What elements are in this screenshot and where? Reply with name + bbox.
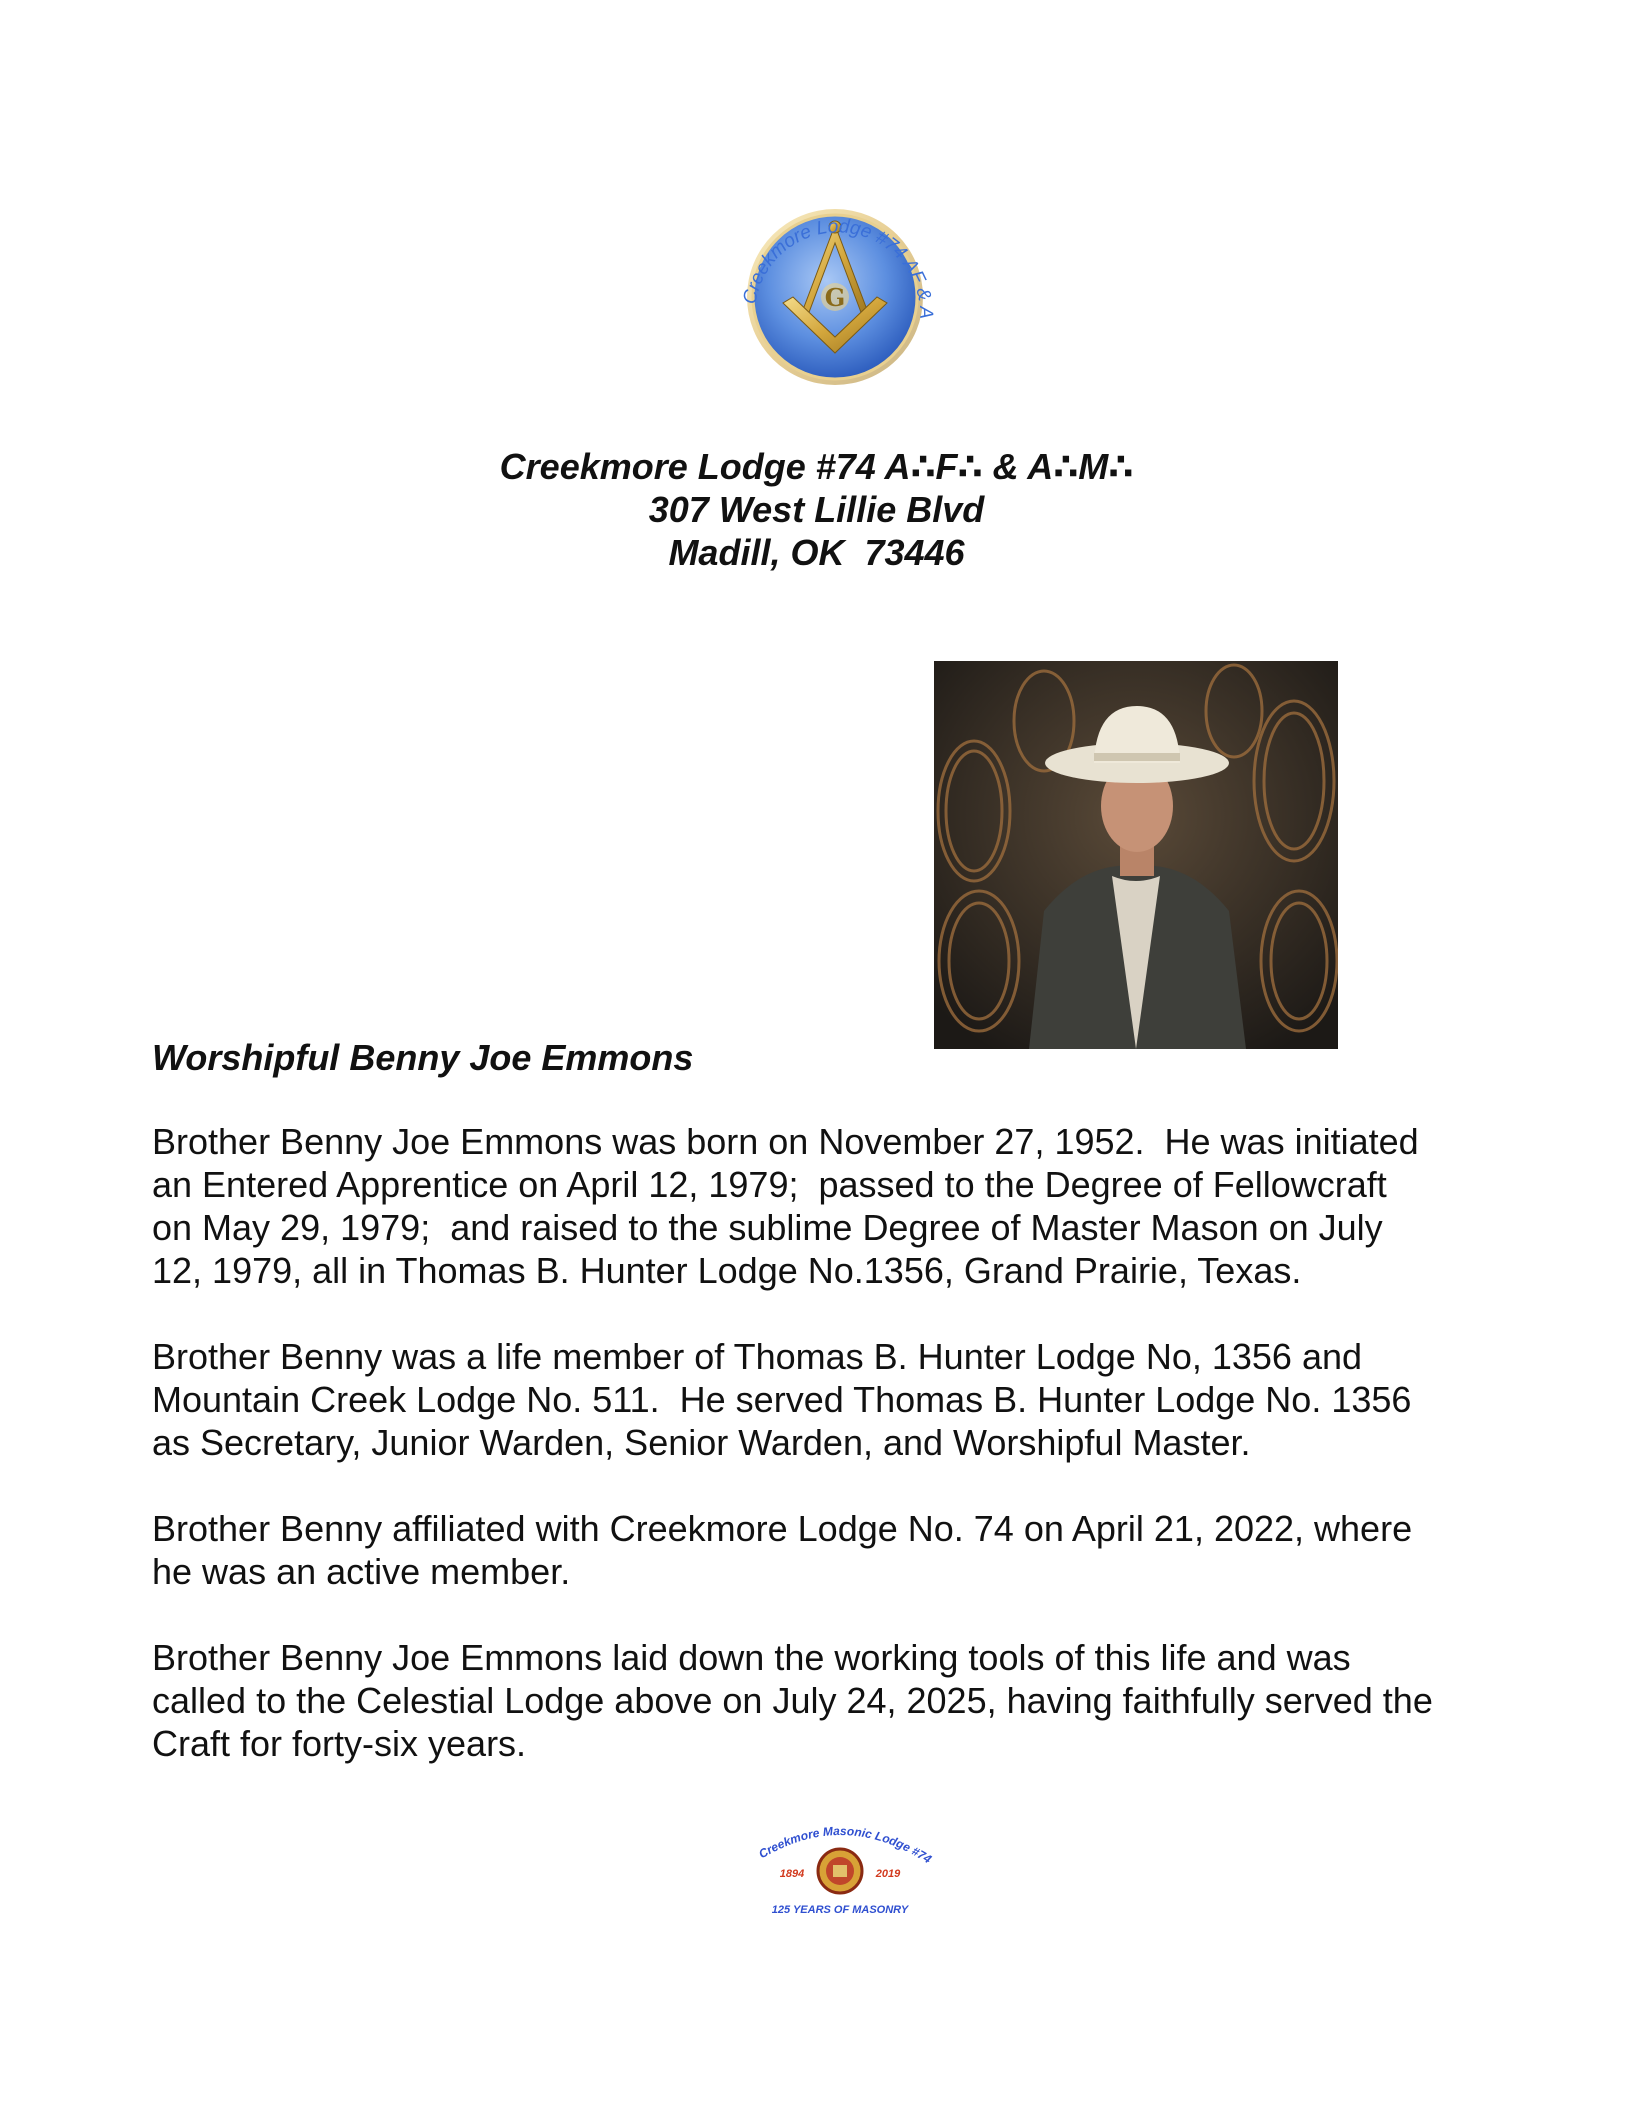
lodge-name: Creekmore Lodge #74 A∴F∴ & A∴M∴ <box>499 446 1134 487</box>
text-line: 12, 1979, all in Thomas B. Hunter Lodge No.1356, Grand Prairie, Texas. <box>152 1250 1302 1291</box>
paragraph-lodge-service <box>152 1335 1492 1464</box>
emblem-arc-text: Creekmore Lodge #74 AF & A <box>739 216 937 320</box>
square-compass-icon <box>715 185 955 395</box>
lodge-address-header <box>0 445 1633 574</box>
paragraph-masonic-history <box>152 1120 1492 1292</box>
lodge-city: Madill, OK 73446 <box>668 532 965 573</box>
anniversary-logo <box>740 1815 940 1925</box>
text-line: Brother Benny affiliated with Creekmore Lodge No. 74 on April 21, 2022, where <box>152 1508 1413 1549</box>
lodge-street: 307 West Lillie Blvd <box>648 489 985 530</box>
anniversary-seal-icon <box>740 1815 940 1925</box>
portrait-photo <box>934 661 1338 1049</box>
year-anniversary: 2019 <box>875 1868 901 1880</box>
paragraph-affiliation <box>152 1507 1492 1593</box>
anniversary-arc-text: Creekmore Masonic Lodge #74 <box>756 1823 935 1867</box>
lodge-emblem-logo <box>715 185 955 395</box>
text-line: as Secretary, Junior Warden, Senior Warden, and Worshipful Master. <box>152 1422 1251 1463</box>
text-line: called to the Celestial Lodge above on July 24, 2025, having faithfully served the <box>152 1680 1433 1721</box>
text-line: Brother Benny Joe Emmons laid down the working tools of this life and was <box>152 1637 1351 1678</box>
text-line: Craft for forty-six years. <box>152 1723 527 1764</box>
text-line: he was an active member. <box>152 1551 571 1592</box>
text-line: an Entered Apprentice on April 12, 1979; passed to the Degree of Fellowcraft <box>152 1164 1387 1205</box>
emblem-letter: G <box>824 283 846 312</box>
anniversary-caption: 125 YEARS OF MASONRY <box>771 1904 909 1916</box>
portrait-photo-icon <box>934 661 1338 1049</box>
paragraph-passing <box>152 1636 1492 1765</box>
text-line: on May 29, 1979; and raised to the sublime Degree of Master Mason on July <box>152 1207 1383 1248</box>
text-line: Brother Benny was a life member of Thomas B. Hunter Lodge No, 1356 and <box>152 1336 1363 1377</box>
year-founded: 1894 <box>779 1868 805 1880</box>
obituary-body <box>152 1120 1492 1808</box>
member-title: Worshipful Benny Joe Emmons <box>152 1037 694 1078</box>
text-line: Brother Benny Joe Emmons was born on November 27, 1952. He was initiated <box>152 1121 1419 1162</box>
text-line: Mountain Creek Lodge No. 511. He served Thomas B. Hunter Lodge No. 1356 <box>152 1379 1412 1420</box>
